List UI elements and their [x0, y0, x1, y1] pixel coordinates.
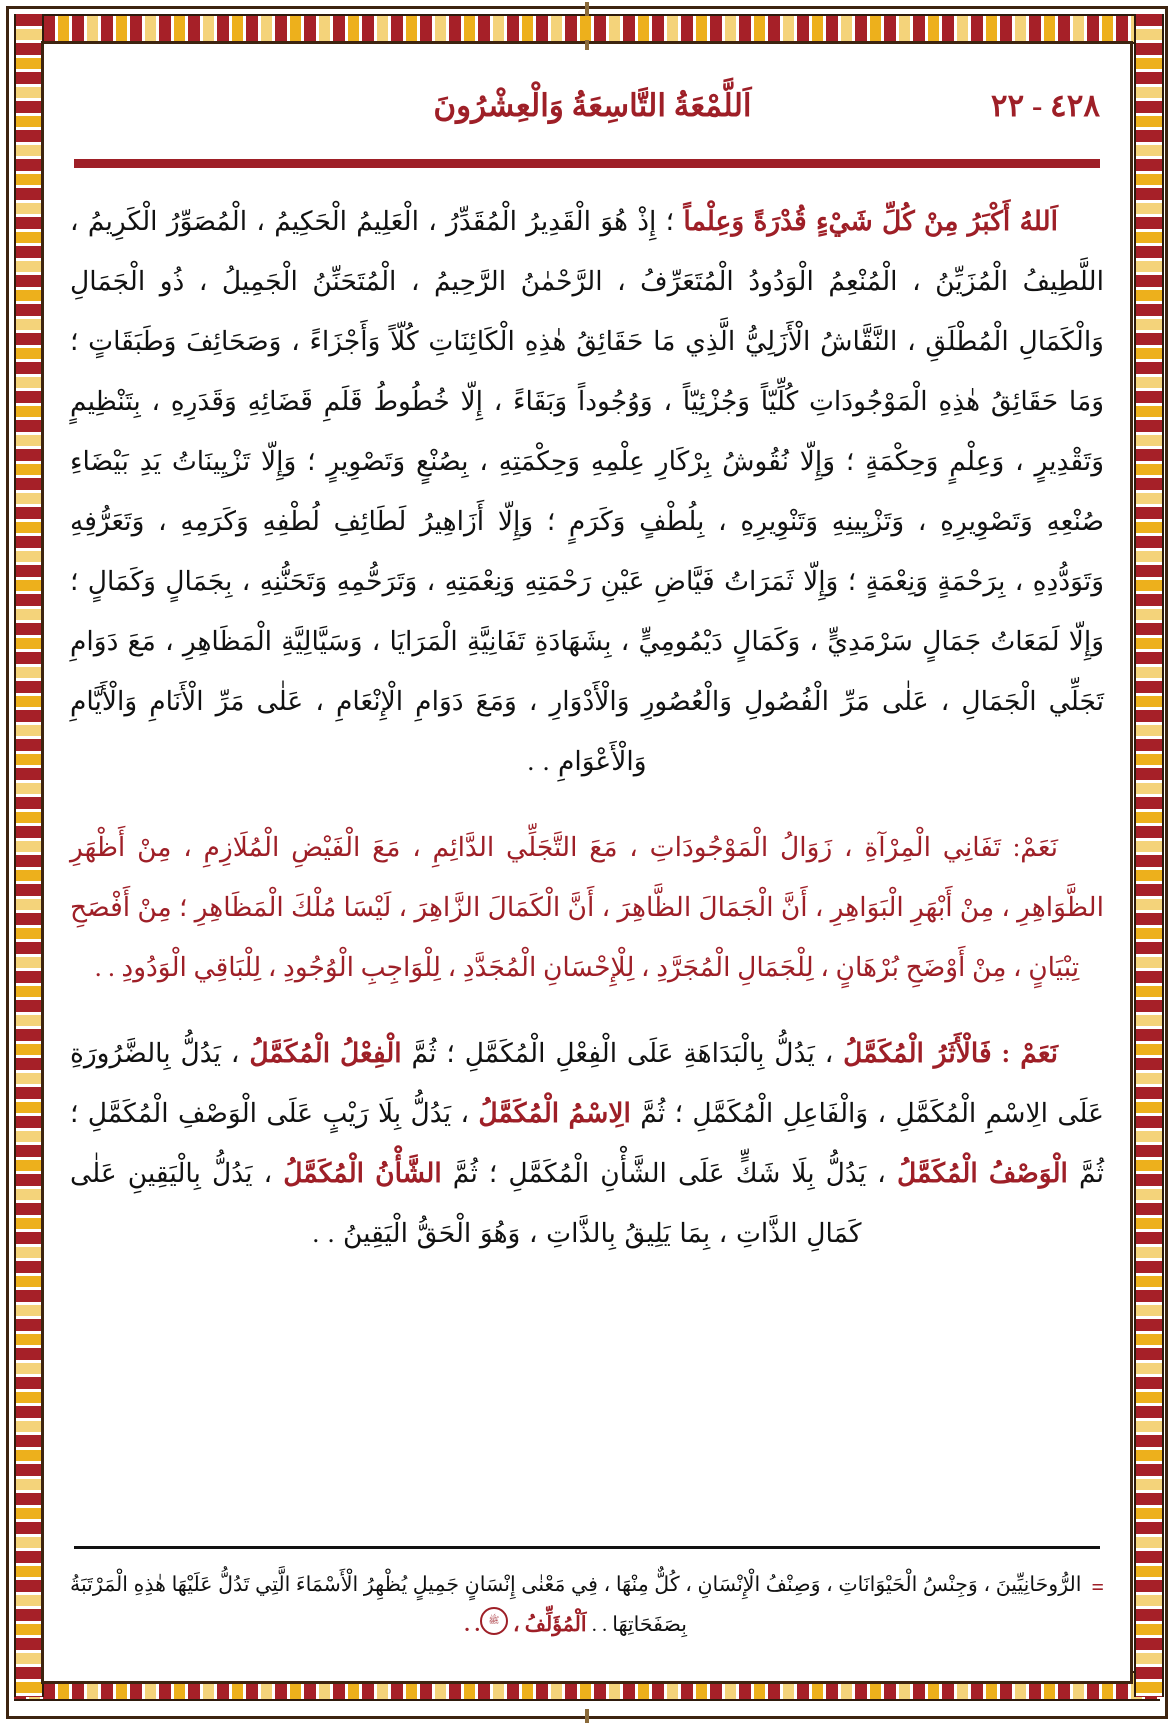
- paragraph-one-lead: اَللهُ أَكْبَرُ مِنْ كُلِّ شَيْءٍ قُدْرَةً وَعِلْماً: [683, 206, 1058, 236]
- footnote-continuation-marker: =: [1091, 1574, 1104, 1599]
- seal-icon: ﷺ: [480, 1607, 508, 1635]
- p3-seg-0: نَعَمْ : فَالْأَثَرُ الْمُكَمَّلُ: [843, 1038, 1058, 1068]
- border-tick-top-lower: [585, 40, 589, 50]
- p3-seg-4: الِاسْمُ الْمُكَمَّلُ: [478, 1098, 631, 1128]
- page-content: [56, 52, 1118, 1673]
- page-title: اَللَّمْعَةُ التَّاسِعَةُ وَالْعِشْرُونَ: [433, 88, 752, 123]
- p3-seg-1: ، يَدُلُّ بِالْبَدَاهَةِ عَلَى الْفِعْلِ الْمُكَمَّلِ ؛ ثُمَّ: [401, 1038, 844, 1068]
- p3-seg-7: ، يَدُلُّ بِلَا شَكٍّ عَلَى الشَّأْنِ الْمُكَمَّلِ ؛ ثُمَّ: [441, 1158, 897, 1188]
- border-tick-top: [585, 2, 589, 16]
- ornament-border-right: [1134, 14, 1164, 1697]
- p3-seg-9: ، يَدُلُّ بِالْيَقِينِ عَلٰى كَمَالِ الذَّاتِ ، بِمَا يَلِيقُ بِالذَّاتِ ، وَهُوَ الْحَقُّ الْيَقِينُ . .: [70, 1158, 862, 1248]
- paragraph-two-text: نَعَمْ: تَفَانِي الْمِرْآةِ ، زَوَالُ الْمَوْجُودَاتِ ، مَعَ التَّجَلِّي الدَّائِمِ ، مَعَ الْفَيْضِ الْمُلَازِمِ ، مِنْ أَظْهَرِ الظَّوَاهِرِ ، مِنْ أَبْهَرِ الْبَوَاهِرِ ، أَنَّ الْجَمَالَ الظَّاهِرَ ، أَنَّ الْكَمَالَ الزَّاهِرَ ، لَيْسَا مُلْكَ الْمَظَاهِرِ ؛ مِنْ أَفْصَحِ تِبْيَانٍ ، مِنْ أَوْضَحِ بُرْهَانٍ ، لِلْجَمَالِ الْمُجَرَّدِ ، لِلْإِحْسَانِ الْمُجَدَّدِ ، لِلْوَاجِبِ الْوُجُودِ ، لِلْبَاقِي الْوَدُودِ . .: [70, 832, 1104, 982]
- border-tick-bottom: [585, 1709, 589, 1723]
- footnote-body: الرُّوحَانِيِّينَ ، وَجِنْسُ الْحَيْوَانَاتِ ، وَصِنْفُ الْإِنْسَانِ ، كُلٌّ مِنْهَا ، فِي مَعْنٰى إِنْسَانٍ جَمِيلٍ يُظْهِرُ الْأَسْمَاءَ الَّتِي تَدُلُّ عَلَيْهَا هٰذِهِ الْمَرْتَبَةُ بِصَفَحَاتِهَا . .: [70, 1574, 1082, 1636]
- paragraph-two: [70, 817, 1104, 997]
- paragraph-one-rest: ؛ إِذْ هُوَ الْقَدِيرُ الْمُقَدِّرُ ، الْعَلِيمُ الْحَكِيمُ ، الْمُصَوِّرُ الْكَرِيمُ ، اللَّطِيفُ الْمُزَيِّنُ ، الْمُنْعِمُ الْوَدُودُ الْمُتَعَرِّفُ ، الرَّحْمٰنُ الرَّحِيمُ ، الْمُتَحَنِّنُ الْجَمِيلُ ، ذُو الْجَمَالِ وَالْكَمَالِ الْمُطْلَقِ ، النَّقَّاشُ الْأَزَلِيُّ الَّذِي مَا حَقَائِقُ هٰذِهِ الْكَائِنَاتِ كُلّاً وَأَجْزَاءً ، وَصَحَائِفَ وَطَبَقَاتٍ ؛ وَمَا حَقَائِقُ هٰذِهِ الْمَوْجُودَاتِ كُلِّيّاً وَجُزْئِيّاً ، وَوُجُوداً وَبَقَاءً ، إِلّا خُطُوطُ قَلَمِ قَضَائِهِ وَقَدَرِهِ ، بِتَنْظِيمٍ وَتَقْدِيرٍ ، وَعِلْمٍ وَحِكْمَةٍ ؛ وَإِلّا نُقُوشُ بِرْكَارِ عِلْمِهِ وَحِكْمَتِهِ ، بِصُنْعٍ وَتَصْوِيرٍ ؛ وَإِلّا تَزْيِينَاتُ يَدِ بَيْضَاءِ صُنْعِهِ وَتَصْوِيرِهِ ، وَتَزْيِينِهِ وَتَنْوِيرِهِ ، بِلُطْفٍ وَكَرَمٍ ؛ وَإِلّا أَزَاهِيرُ لَطَائِفِ لُطْفِهِ وَكَرَمِهِ ، وَتَعَرُّفِهِ وَتَوَدُّدِهِ ، بِرَحْمَةٍ وَنِعْمَةٍ ؛ وَإِلّا ثَمَرَاتُ فَيَّاضِ عَيْنِ رَحْمَتِهِ وَنِعْمَتِهِ ، وَتَرَحُّمِهِ وَتَحَنُّنِهِ ، بِجَمَالٍ وَكَمَالٍ ؛ وَإِلّا لَمَعَاتُ جَمَالٍ سَرْمَدِيٍّ ، وَكَمَالٍ دَيْمُومِيٍّ ، بِشَهَادَةِ تَفَانِيَّةِ الْمَرَايَا ، وَسَيَّالِيَّةِ الْمَظَاهِرِ ، مَعَ دَوَامِ تَجَلِّي الْجَمَالِ ، عَلٰى مَرِّ الْفُصُولِ وَالْعُصُورِ وَالْأَدْوَارِ ، وَمَعَ دَوَامِ الْإِنْعَامِ ، عَلٰى مَرِّ الْأَنَامِ وَالْأَيَّامِ وَالْأَعْوَامِ . .: [70, 206, 1104, 776]
- ornament-border-left: [14, 14, 44, 1697]
- page-number: ٤٢٨ - ٢٢: [990, 88, 1100, 123]
- p3-seg-6: الْوَصْفُ الْمُكَمَّلُ: [896, 1158, 1068, 1188]
- footnote-region: [70, 1546, 1104, 1645]
- p3-seg-8: الشَّأْنُ الْمُكَمَّلُ: [283, 1158, 442, 1188]
- footnote-rule: [74, 1546, 1100, 1549]
- footnote-signature-tail: . .: [464, 1614, 480, 1636]
- p3-seg-2: الْفِعْلُ الْمُكَمَّلُ: [249, 1038, 402, 1068]
- paragraph-three: [70, 1023, 1104, 1263]
- footnote: [70, 1565, 1104, 1645]
- footnote-text: [70, 1565, 1081, 1645]
- p3-seg-3: ، يَدُلُّ بِالضَّرُورَةِ عَلَى الِاسْمِ الْمُكَمَّلِ ، وَالْفَاعِلِ الْمُكَمَّلِ ؛ ثُمَّ: [70, 1038, 1104, 1128]
- paragraph-one: [70, 191, 1104, 791]
- p3-seg-5: ، يَدُلُّ بِلَا رَيْبٍ عَلَى الْوَصْفِ الْمُكَمَّلِ ؛ ثُمَّ: [70, 1098, 1104, 1188]
- page-header: [56, 52, 1118, 148]
- page-body: [56, 169, 1118, 1263]
- header-rule: [74, 158, 1100, 169]
- footnote-signature: اَلْمُؤَلِّفُ ،: [513, 1614, 587, 1636]
